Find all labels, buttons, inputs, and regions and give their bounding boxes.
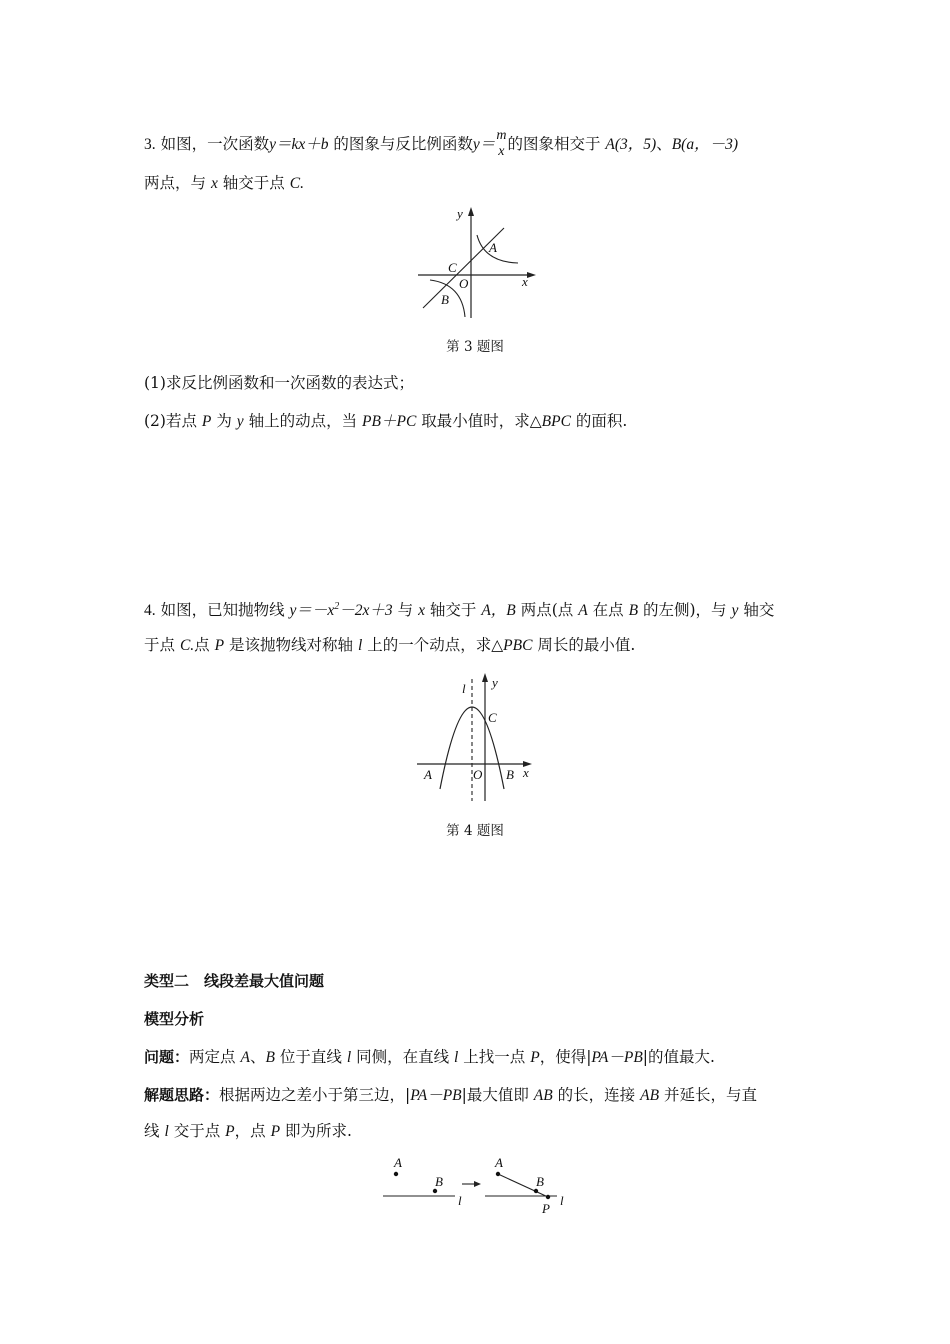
text: 并延长，与直: [664, 1086, 758, 1104]
text: 如图，一次函数: [160, 135, 270, 153]
var: AB: [533, 1087, 553, 1104]
text: 轴上的动点，当: [248, 412, 358, 430]
arrow-right-icon: [474, 1181, 481, 1187]
label-l: l: [462, 681, 466, 696]
text: 两点，与: [144, 174, 207, 192]
var: y: [236, 413, 244, 430]
text: ，点: [234, 1122, 266, 1140]
label-a: A: [394, 1155, 402, 1170]
text: 轴交于点: [222, 174, 285, 192]
text: 两点(点: [520, 601, 574, 619]
label-c: C: [488, 710, 497, 725]
triangle: PBC: [503, 637, 533, 654]
figure-4-graph: [405, 665, 545, 810]
point-a: A(3，5): [605, 136, 657, 153]
var: P: [214, 637, 225, 654]
text: 上的一个动点，求△: [367, 636, 504, 654]
var: l: [164, 1123, 169, 1140]
exponent: 2: [334, 601, 340, 612]
label-x: x: [522, 274, 528, 289]
expr: y＝－x: [289, 602, 335, 619]
label-b: B: [536, 1174, 544, 1189]
parabola-expr: [290, 602, 393, 619]
label-p: P: [542, 1201, 550, 1216]
label-a: A: [424, 767, 432, 782]
text: 轴交于: [429, 601, 477, 619]
label-y: y: [457, 206, 463, 221]
text: 线: [144, 1122, 160, 1140]
var: x: [210, 175, 218, 192]
text: |最大值即: [461, 1086, 529, 1104]
var: B: [628, 602, 639, 619]
text: 两定点: [189, 1048, 236, 1066]
text: 、: [249, 1048, 266, 1066]
label-o: O: [473, 767, 483, 782]
text: 是该抛物线对称轴: [229, 636, 354, 654]
figure-3-graph: [410, 200, 550, 330]
label-b: B: [506, 767, 514, 782]
label-x: x: [523, 765, 529, 780]
label-b: B: [435, 1174, 443, 1189]
figure-4-caption: 第 4 题图: [446, 823, 504, 839]
var: AB: [640, 1087, 660, 1104]
expr: PA－PB: [591, 1049, 643, 1066]
var: l: [357, 637, 363, 654]
solution-idea-line2: [144, 1121, 352, 1142]
text: 的图象相交于: [507, 135, 601, 153]
label-o: O: [459, 276, 469, 291]
text: |的值最大.: [642, 1048, 715, 1066]
text: 为: [216, 412, 232, 430]
text: 点: [194, 636, 210, 654]
triangle: BPC: [541, 413, 571, 430]
text: 根据两边之差小于第三边，|: [219, 1086, 411, 1104]
problem-number: 4.: [144, 602, 156, 619]
var: P: [201, 413, 212, 430]
label: 问题：: [144, 1048, 190, 1066]
expr: PA－PB: [410, 1087, 462, 1104]
text: 取最小值时，求△: [421, 412, 542, 430]
label-l: l: [458, 1193, 462, 1208]
text: 上找一点: [463, 1048, 526, 1066]
model-figure: [370, 1145, 580, 1220]
text: 在点: [592, 601, 624, 619]
text: 周长的最小值.: [537, 636, 636, 654]
var: l: [346, 1049, 352, 1066]
text: 如图，已知抛物线: [160, 601, 285, 619]
problem3-q1: (1)求反比例函数和一次函数的表达式；: [144, 374, 414, 392]
label: 解题思路：: [144, 1086, 220, 1104]
section-subtitle: 模型分析: [144, 1010, 205, 1028]
var: A，B: [481, 602, 516, 619]
text: (2)若点: [144, 412, 197, 430]
label-a: A: [495, 1155, 503, 1170]
text: ，使得|: [539, 1048, 592, 1066]
text: 、: [656, 135, 672, 153]
fraction-m-over-x: [496, 128, 506, 160]
text: 的图象与反比例函数: [333, 135, 473, 153]
text: 轴交: [743, 601, 775, 619]
problem-number: 3.: [144, 136, 156, 153]
denominator: x: [498, 144, 505, 159]
problem3-q2: [144, 411, 627, 432]
point-c: C.: [289, 175, 304, 192]
label-b: B: [441, 292, 449, 307]
section-title: 类型二 线段差最大值问题: [144, 972, 325, 990]
var: x: [418, 602, 425, 619]
var: C.: [179, 637, 195, 654]
var: A: [240, 1049, 250, 1066]
text: 同侧，在直线: [356, 1048, 450, 1066]
var: P: [270, 1123, 281, 1140]
label-y: y: [492, 675, 498, 690]
problem3-line1: [144, 129, 738, 161]
label-a: A: [489, 240, 497, 255]
numerator: m: [496, 128, 507, 143]
var: B: [265, 1049, 275, 1066]
point-b: B(a，－3): [671, 136, 738, 153]
text: 的长，连接: [557, 1086, 636, 1104]
text: 的左侧)，与: [642, 601, 727, 619]
expr: PB＋PC: [362, 413, 417, 430]
solution-idea-line1: [144, 1085, 757, 1106]
expr: －2x＋3: [339, 602, 393, 619]
inverse-function-lhs: y＝: [472, 136, 496, 153]
text: 于点: [144, 636, 176, 654]
label-c: C: [448, 260, 457, 275]
text: 的面积.: [575, 412, 628, 430]
text: 交于点: [173, 1122, 221, 1140]
linear-function: y＝kx＋b: [269, 136, 329, 153]
figure-3-caption: 第 3 题图: [446, 339, 504, 355]
var: A: [578, 602, 588, 619]
text: 与: [397, 601, 414, 619]
problem3-line2: [144, 173, 304, 194]
var: P: [530, 1049, 540, 1066]
model-problem: [144, 1047, 715, 1068]
problem4-line2: [144, 635, 635, 656]
var: y: [731, 602, 739, 619]
problem4-line1: [144, 597, 774, 621]
var: l: [454, 1049, 459, 1066]
label-l: l: [560, 1193, 564, 1208]
var: P: [225, 1123, 235, 1140]
text: 即为所求.: [284, 1122, 352, 1140]
text: 位于直线: [279, 1048, 342, 1066]
